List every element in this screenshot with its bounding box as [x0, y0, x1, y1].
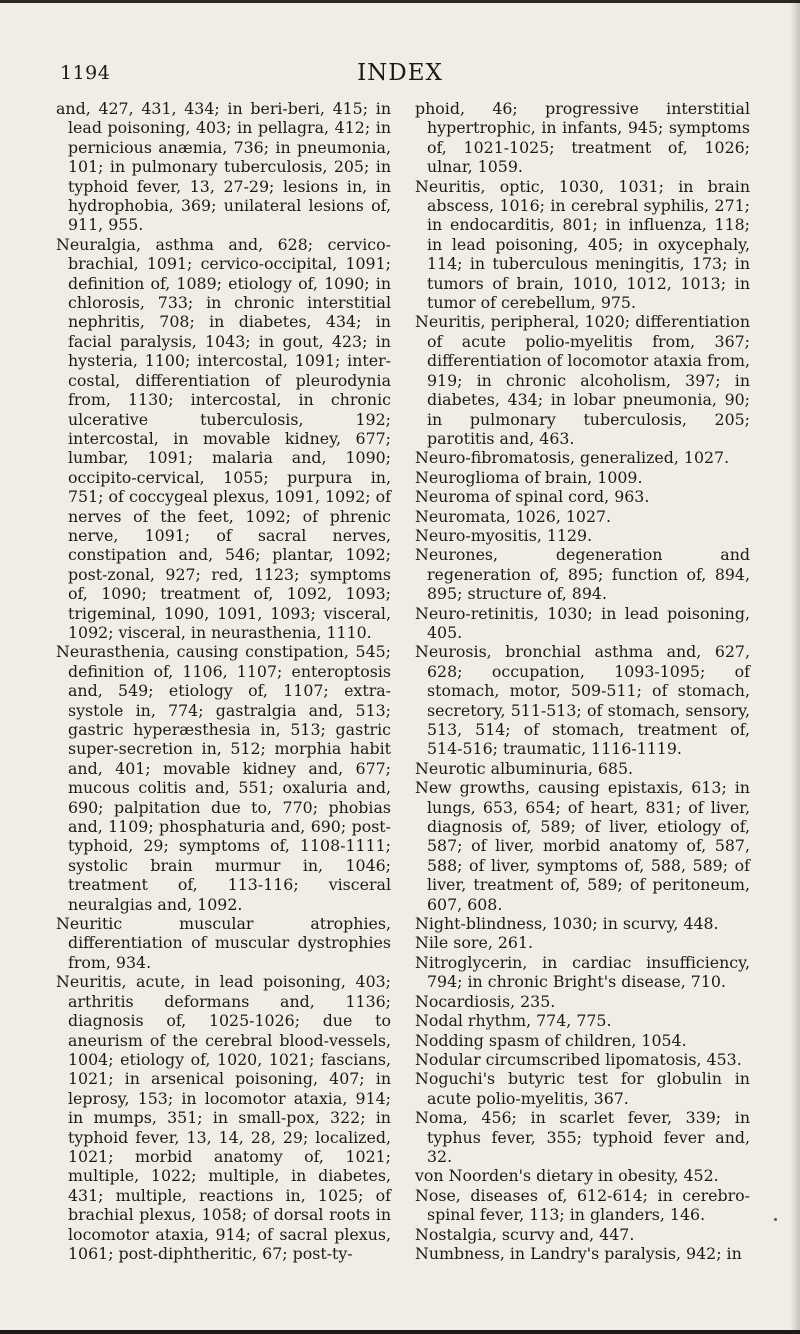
- index-entry: New growths, causing epistaxis, 613; in lungs, 653, 654; of heart, 831; of liver, diagnosis of, 589; of liver, etiology of, 587; of liver, morbid anatomy of, 587, 588; of liver, symptoms of, 588, 589; of liver, treatment of, 589; of peritoneum, 607, 608.: [415, 778, 750, 914]
- index-column-right: [415, 99, 750, 1263]
- page-header: [0, 60, 800, 90]
- index-entry: Neuralgia, asthma and, 628; cervico-brachial, 1091; cervico-occipital, 1091; definition of, 1089; etiology of, 1090; in chlorosis, 733; in chronic interstitial nephritis, 708; in diabetes, 434; in facial paralysis, 1043; in gout, 423; in hysteria, 1100; intercostal, 1091; inter-costal, differentiation of pleurodynia from, 1130; intercostal, in chronic ulcerative tuberculosis, 192; intercostal, in movable kidney, 677; lumbar, 1091; malaria and, 1090; occipito-cervical, 1055; purpura in, 751; of coccygeal plexus, 1091, 1092; of nerves of the feet, 1092; of phrenic nerve, 1091; of sacral nerves, constipation and, 546; plantar, 1092; post-zonal, 927; red, 1123; symptoms of, 1090; treatment of, 1092, 1093; trigeminal, 1090, 1091, 1093; visceral, 1092; visceral, in neurasthenia, 1110.: [56, 234, 391, 642]
- index-entry: Nocardiosis, 235.: [415, 991, 556, 1011]
- index-entry: Nodular circumscribed lipomatosis, 453.: [415, 1049, 742, 1069]
- index-entry: Neurotic albuminuria, 685.: [415, 758, 634, 778]
- index-entry: Neuro-retinitis, 1030; in lead poisoning, 405.: [415, 603, 750, 642]
- index-entry: Neuromata, 1026, 1027.: [415, 506, 612, 526]
- index-entry: Nile sore, 261.: [415, 933, 534, 953]
- index-entry: Neuroglioma of brain, 1009.: [415, 467, 643, 487]
- index-entry: Neuritis, optic, 1030, 1031; in brain abscess, 1016; in cerebral syphilis, 271; in endocarditis, 801; in influenza, 118; in lead poisoning, 405; in oxycephaly, 114; in tuberculous meningitis, 173; in tumors of brain, 1010, 1012, 1013; in tumor of cerebellum, 975.: [415, 176, 750, 313]
- index-entry: Neuritic muscular atrophies, differentiation of muscular dystrophies from, 934.: [56, 914, 391, 972]
- index-entry: phoid, 46; progressive interstitial hypertrophic, in infants, 945; symptoms of, 1021-1025; treatment of, 1026; ulnar, 1059.: [415, 99, 750, 177]
- index-entry: Noma, 456; in scarlet fever, 339; in typhus fever, 355; typhoid fever and, 32.: [415, 1108, 750, 1166]
- top-rule: [0, 0, 800, 3]
- index-entry: von Noorden's dietary in obesity, 452.: [415, 1166, 719, 1186]
- index-entry: Night-blindness, 1030; in scurvy, 448.: [415, 914, 719, 934]
- index-entry: Neurasthenia, causing constipation, 545; definition of, 1106, 1107; enteroptosis and, 549; etiology of, 1107; extra-systole in, 774; gastralgia and, 513; gastric hyperæsthesia in, 513; gastric super-secretion in, 512; morphia habit and, 401; movable kidney and, 677; mucous colitis and, 551; oxaluria and, 690; palpitation due to, 770; phobias and, 1109; phosphaturia and, 690; post-typhoid, 29; symptoms of, 1108-1111; systolic brain murmur in, 1046; treatment of, 113-116; visceral neuralgias and, 1092.: [56, 642, 391, 914]
- index-entry: Neuritis, peripheral, 1020; differentiation of acute polio-myelitis from, 367; differentiation of locomotor ataxia from, 919; in chronic alcoholism, 397; in diabetes, 434; in lobar pneumonia, 90; in pulmonary tuberculosis, 205; parotitis and, 463.: [415, 312, 750, 448]
- index-entry: Noguchi's butyric test for globulin in acute polio-myelitis, 367.: [415, 1069, 750, 1108]
- index-column-left: [56, 99, 391, 1263]
- index-entry: Nose, diseases of, 612-614; in cerebro-spinal fever, 113; in glanders, 146.: [415, 1185, 750, 1225]
- index-entry: and, 427, 431, 434; in beri-beri, 415; in lead poisoning, 403; in pellagra, 412; in pernicious anæmia, 736; in pneumonia, 101; in pulmonary tuberculosis, 205; in typhoid fever, 13, 27-29; lesions in, in hydrophobia, 369; unilateral lesions of, 911, 955.: [56, 99, 391, 235]
- index-entry: Neuro-fibromatosis, generalized, 1027.: [415, 448, 730, 468]
- index-entry: Neuro-myositis, 1129.: [415, 525, 593, 545]
- bottom-rule: [0, 1330, 800, 1334]
- index-entry: Nostalgia, scurvy and, 447.: [415, 1224, 635, 1244]
- ink-speck: [774, 1218, 777, 1221]
- index-entry: Neurones, degeneration and regeneration of, 895; function of, 894, 895; structure of, 894.: [415, 545, 750, 604]
- page-number: 1194: [60, 62, 111, 84]
- index-entry: Numbness, in Landry's paralysis, 942; in: [415, 1243, 742, 1263]
- index-entry: Nodal rhythm, 774, 775.: [415, 1011, 612, 1031]
- index-entry: Nodding spasm of children, 1054.: [415, 1030, 687, 1050]
- index-entry: Neuritis, acute, in lead poisoning, 403; arthritis deformans and, 1136; diagnosis of, 1025-1026; due to aneurism of the cerebral blood-vessels, 1004; etiology of, 1020, 1021; fascians, 1021; in arsenical poisoning, 407; in leprosy, 153; in locomotor ataxia, 914; in mumps, 351; in small-pox, 322; in typhoid fever, 13, 14, 28, 29; localized, 1021; morbid anatomy of, 1021; multiple, 1022; multiple, in diabetes, 431; multiple, reactions in, 1025; of brachial plexus, 1058; of dorsal roots in locomotor ataxia, 914; of sacral plexus, 1061; post-diphtheritic, 67; post-ty-: [56, 972, 391, 1263]
- index-entry: Nitroglycerin, in cardiac insufficiency, 794; in chronic Bright's disease, 710.: [415, 952, 750, 992]
- index-entry: Neurosis, bronchial asthma and, 627, 628; occupation, 1093-1095; of stomach, motor, 509-511; of stomach, secretory, 511-513; of stomach, sensory, 513, 514; of stomach, treatment of, 514-516; traumatic, 1116-1119.: [415, 642, 750, 759]
- running-head: INDEX: [357, 60, 443, 86]
- page-edge-shadow: [790, 0, 800, 1334]
- index-entry: Neuroma of spinal cord, 963.: [415, 487, 650, 507]
